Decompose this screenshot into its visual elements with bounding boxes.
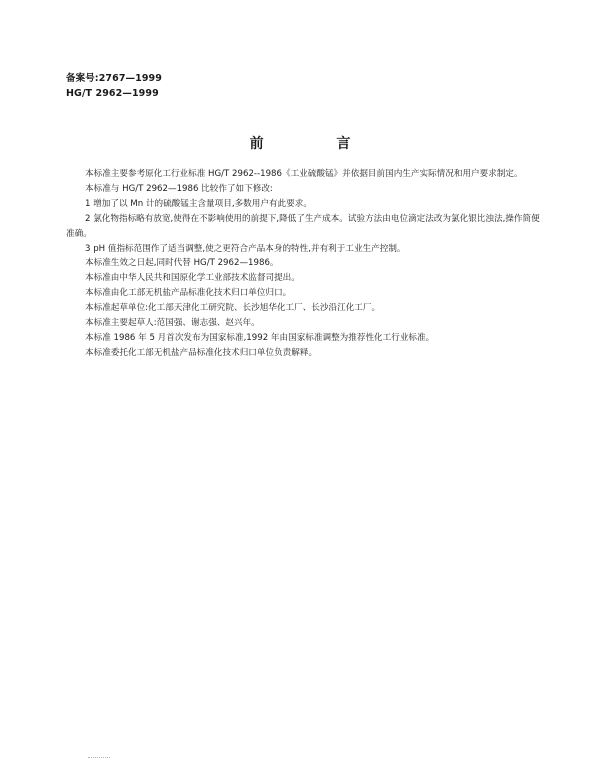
preface-body — [66, 167, 540, 361]
document-header — [66, 71, 366, 101]
preface-paragraph: 本标准起草单位:化工部天津化工研究院、长沙旭华化工厂、长沙沿江化工厂。 — [85, 303, 381, 314]
preface-paragraph: 本标准主要参考原化工行业标准 HG/T 2962--1986《工业硫酸锰》并依据目前国内生产实际情况和用户要求制定。 — [85, 169, 523, 179]
preface-paragraph: 本标准 1986 年 5 月首次发布为国家标准,1992 年由国家标准调整为推荐性化工行业标准。 — [85, 332, 435, 343]
page-number-mark — [88, 757, 110, 761]
modification-item: 3 pH 值指标范围作了适当调整,使之更符合产品本身的特性,并有利于工业生产控制。 — [85, 243, 406, 254]
modification-item: 2 氯化物指标略有放宽,使得在不影响使用的前提下,降低了生产成本。试验方法由电位滴定法改为氯化银比浊法,操作简便准确。 — [66, 213, 540, 239]
preface-paragraph: 本标准生效之日起,同时代替 HG/T 2962—1986。 — [85, 258, 279, 269]
preface-title: 前 言 — [249, 136, 385, 152]
standard-code: HG/T 2962—1999 — [66, 88, 159, 99]
preface-paragraph: 本标准与 HG/T 2962—1986 比较作了如下修改: — [85, 183, 273, 194]
preface-paragraph: 本标准主要起草人:范国强、谢志强、赵兴年。 — [85, 318, 260, 329]
modification-item: 1 增加了以 Mn 计的硫酸锰主含量项目,多数用户有此要求。 — [85, 198, 312, 209]
record-number: 备案号:2767—1999 — [66, 73, 162, 84]
preface-paragraph: 本标准由化工部无机盐产品标准化技术归口单位归口。 — [85, 288, 292, 299]
preface-paragraph: 本标准委托化工部无机盐产品标准化技术归口单位负责解释。 — [85, 347, 318, 358]
preface-paragraph: 本标准由中华人民共和国原化学工业部技术监督司提出。 — [85, 273, 300, 284]
